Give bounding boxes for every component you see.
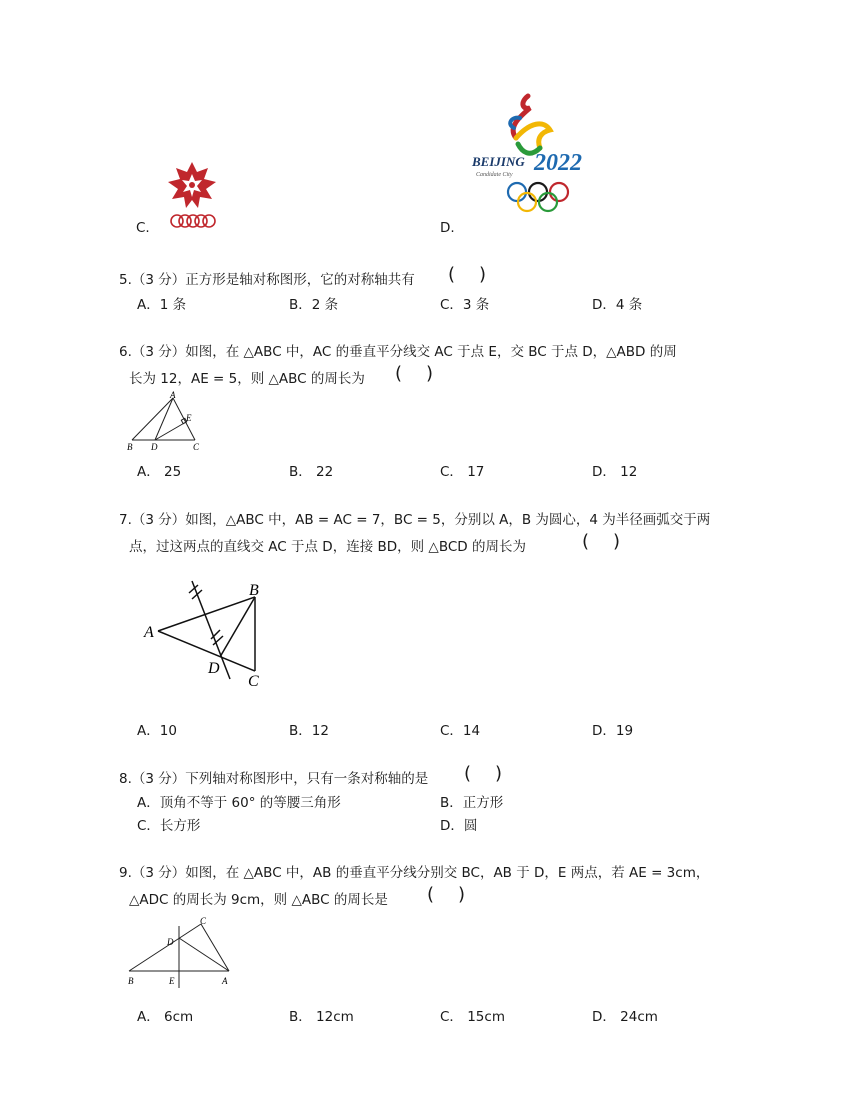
q7-option-b[interactable]: B．12: [289, 723, 329, 739]
q7-label-a: A: [144, 624, 154, 641]
q6-figure: [124, 390, 206, 454]
q9-label-a: A: [222, 976, 228, 986]
q6-label-a: A: [170, 390, 176, 400]
q6-option-c[interactable]: C． 17: [440, 464, 485, 480]
logo-2022-text: 2022: [534, 150, 582, 176]
q7-stem-line1: 7.（3 分）如图，△ABC 中，AB = AC = 7，BC = 5，分别以 A，B 为圆心，4 为半径画弧交于两: [119, 512, 711, 528]
q6-label-e: E: [186, 413, 192, 423]
logo-candidate-text: Candidate City: [476, 172, 513, 178]
q6-stem-line2: 长为 12，AE = 5，则 △ABC 的周长为: [129, 371, 365, 387]
q8-option-d[interactable]: D．圆: [440, 818, 478, 834]
q5-option-d[interactable]: D．4 条: [592, 297, 643, 313]
beijing-2022-candidate-logo-icon: [470, 92, 596, 216]
q9-label-c: C: [200, 916, 207, 926]
q9-label-e: E: [169, 976, 175, 986]
q7-label-c: C: [248, 673, 259, 690]
q9-answer-bracket: ( ): [427, 884, 466, 905]
q8-option-b[interactable]: B．正方形: [440, 795, 504, 811]
q5-option-a[interactable]: A．1 条: [137, 297, 187, 313]
q7-option-d[interactable]: D．19: [592, 723, 634, 739]
q8-stem: 8.（3 分）下列轴对称图形中，只有一条对称轴的是: [119, 771, 429, 787]
q9-figure: [124, 914, 236, 990]
q7-label-d: D: [208, 660, 220, 677]
q9-option-c[interactable]: C． 15cm: [440, 1009, 505, 1025]
q6-label-c: C: [193, 442, 200, 452]
q7-answer-bracket: ( ): [582, 531, 621, 552]
q6-option-d[interactable]: D． 12: [592, 464, 638, 480]
q6-answer-bracket: ( ): [395, 363, 434, 384]
q5-option-c[interactable]: C．3 条: [440, 297, 490, 313]
q9-label-d: D: [167, 937, 174, 947]
q9-label-b: B: [128, 976, 134, 986]
q5-option-b[interactable]: B．2 条: [289, 297, 339, 313]
logo-d: [470, 92, 596, 216]
q6-option-a[interactable]: A． 25: [137, 464, 182, 480]
q6-label-b: B: [127, 442, 133, 452]
snowflake-olympic-rings-logo-icon: [164, 160, 220, 232]
q7-figure: [140, 575, 270, 691]
q7-option-a[interactable]: A．10: [137, 723, 177, 739]
q8-option-c[interactable]: C．长方形: [137, 818, 201, 834]
option-d-label: D.: [440, 220, 455, 236]
q6-option-b[interactable]: B． 22: [289, 464, 334, 480]
q9-option-d[interactable]: D． 24cm: [592, 1009, 658, 1025]
option-c-label: C.: [136, 220, 150, 236]
q7-label-b: B: [249, 582, 259, 599]
logo-c: [164, 160, 220, 232]
q6-label-d: D: [151, 442, 158, 452]
q7-stem-line2: 点，过这两点的直线交 AC 于点 D，连接 BD，则 △BCD 的周长为: [129, 539, 526, 555]
q9-stem-line1: 9.（3 分）如图，在 △ABC 中，AB 的垂直平分线分别交 BC，AB 于 D，E 两点，若 AE = 3cm，: [119, 865, 710, 881]
q7-option-c[interactable]: C．14: [440, 723, 481, 739]
q5-answer-bracket: ( ): [448, 264, 487, 285]
q8-answer-bracket: ( ): [464, 763, 503, 784]
logo-beijing-text: BEIJING: [472, 154, 525, 169]
q9-option-a[interactable]: A． 6cm: [137, 1009, 194, 1025]
q9-option-b[interactable]: B． 12cm: [289, 1009, 354, 1025]
q5-stem: 5.（3 分）正方形是轴对称图形，它的对称轴共有: [119, 272, 415, 288]
q8-option-a[interactable]: A．顶角不等于 60° 的等腰三角形: [137, 795, 341, 811]
q9-stem-line2: △ADC 的周长为 9cm，则 △ABC 的周长是: [129, 892, 388, 908]
q6-stem-line1: 6.（3 分）如图，在 △ABC 中，AC 的垂直平分线交 AC 于点 E，交 BC 于点 D，△ABD 的周: [119, 344, 677, 360]
